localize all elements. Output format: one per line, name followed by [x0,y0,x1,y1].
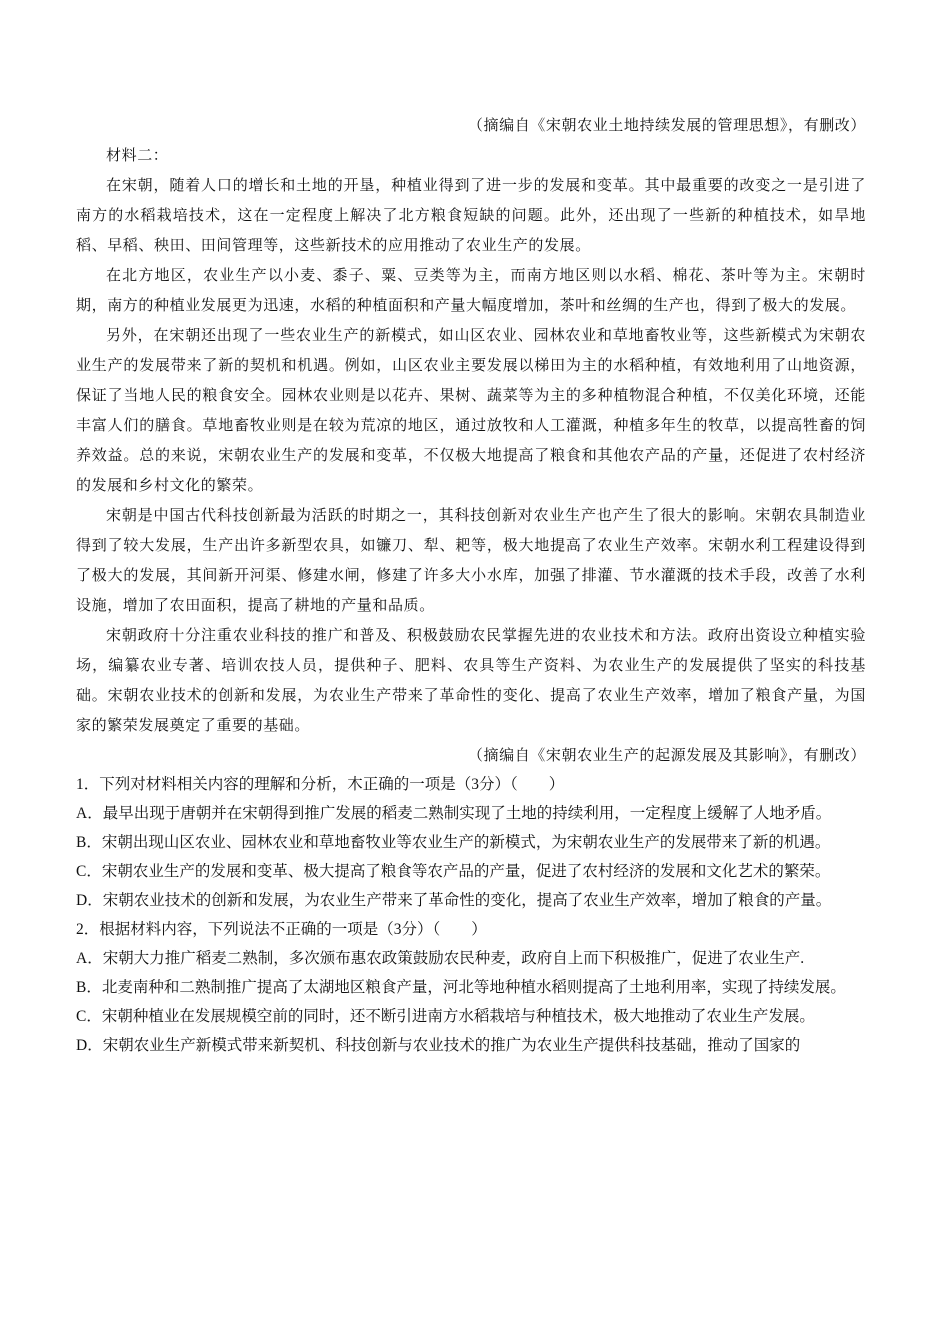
paragraph-2: 在北方地区，农业生产以小麦、黍子、粟、豆类等为主，而南方地区则以水稻、棉花、茶叶等为主。宋朝时期，南方的种植业发展更为迅速，水稻的种植面积和产量大幅度增加，茶叶和丝绸的生产也，得到了极大的发展。 [76,266,866,314]
question-1-stem: 1．下列对材料相关内容的理解和分析，木正确的一项是（3分）（ ） [76,776,565,793]
paragraph-3: 另外，在宋朝还出现了一些农业生产的新模式，如山区农业、园林农业和草地畜牧业等，这些新模式为宋朝农业生产的发展带来了新的契机和机遇。例如，山区农业主要发展以梯田为主的水稻种植，有效地利用了山地资源，保证了当地人民的粮食安全。园林农业则是以花卉、果树、蔬菜等为主的多种植物混合种植，不仅美化环境，还能丰富人们的膳食。草地畜牧业则是在较为荒凉的地区，通过放牧和人工灌溉，种植多年生的牧草，以提高牲畜的饲养效益。总的来说，宋朝农业生产的发展和变革，不仅极大地提高了粮食和其他农产品的产量，还促进了农村经济的发展和乡村文化的繁荣。 [76,326,866,494]
source-citation-2: （摘编自《宋朝农业生产的起源发展及其影响》，有删改） [467,746,866,764]
question-1-option-a: A．最早出现于唐朝并在宋朝得到推广发展的稻麦二熟制实现了土地的持续利用，一定程度上缓解了人地矛盾。 [76,805,832,822]
paragraph-1: 在宋朝，随着人口的增长和土地的开垦，种植业得到了进一步的发展和变革。其中最重要的改变之一是引进了南方的水稻栽培技术，这在一定程度上解决了北方粮食短缺的问题。此外，还出现了一些新的种植技术，如旱地稻、早稻、秧田、田间管理等，这些新技术的应用推动了农业生产的发展。 [76,176,866,254]
source-citation-1: （摘编自《宋朝农业土地持续发展的管理思想》，有删改） [467,116,866,134]
question-2-option-b: B．北麦南种和二熟制推广提高了太湖地区粮食产量，河北等地种植水稻则提高了土地利用率，实现了持续发展。 [76,979,846,996]
document-page [76,110,866,1060]
question-1-option-c: C．宋朝农业生产的发展和变革、极大提高了粮食等农产品的产量，促进了农村经济的发展和文化艺术的繁荣。 [76,863,831,880]
question-2-option-c: C．宋朝种植业在发展规模空前的同时，还不断引进南方水稻栽培与种植技术，极大地推动了农业生产发展。 [76,1008,815,1025]
question-1-option-b: B．宋朝出现山区农业、园林农业和草地畜牧业等农业生产的新模式，为宋朝农业生产的发展带来了新的机遇。 [76,834,831,851]
question-2-option-a: A．宋朝大力推广稻麦二熟制，多次颁布惠农政策鼓励农民种麦，政府自上而下积极推广，促进了农业生产. [76,950,805,967]
paragraph-4: 宋朝是中国古代科技创新最为活跃的时期之一，其科技创新对农业生产也产生了很大的影响。宋朝农具制造业得到了较大发展，生产出许多新型农具，如镰刀、犁、耙等，极大地提高了农业生产效率。宋朝水利工程建设得到了极大的发展，其间新开河渠、修建水闸，修建了许多大小水库，加强了排灌、节水灌溉的技术手段，改善了水利设施，增加了农田面积，提高了耕地的产量和品质。 [76,506,866,614]
paragraph-5: 宋朝政府十分注重农业科技的推广和普及、积极鼓励农民掌握先进的农业技术和方法。政府出资设立种植实验场，编纂农业专著、培训农技人员，提供种子、肥料、农具等生产资料、为农业生产的发展提供了坚实的科技基础。宋朝农业技术的创新和发展，为农业生产带来了革命性的变化、提高了农业生产效率，增加了粮食产量，为国家的繁荣发展奠定了重要的基础。 [76,626,866,734]
question-2-option-d: D．宋朝农业生产新模式带来新契机、科技创新与农业技术的推广为农业生产提供科技基础，推动了国家的 [76,1037,801,1054]
question-1-option-d: D．宋朝农业技术的创新和发展，为农业生产带来了革命性的变化，提高了农业生产效率，增加了粮食的产量。 [76,892,832,909]
material-2-label: 材料二： [106,146,169,164]
question-2-stem: 2．根据材料内容，下列说法不正确的一项是（3分）（ ） [76,921,487,938]
